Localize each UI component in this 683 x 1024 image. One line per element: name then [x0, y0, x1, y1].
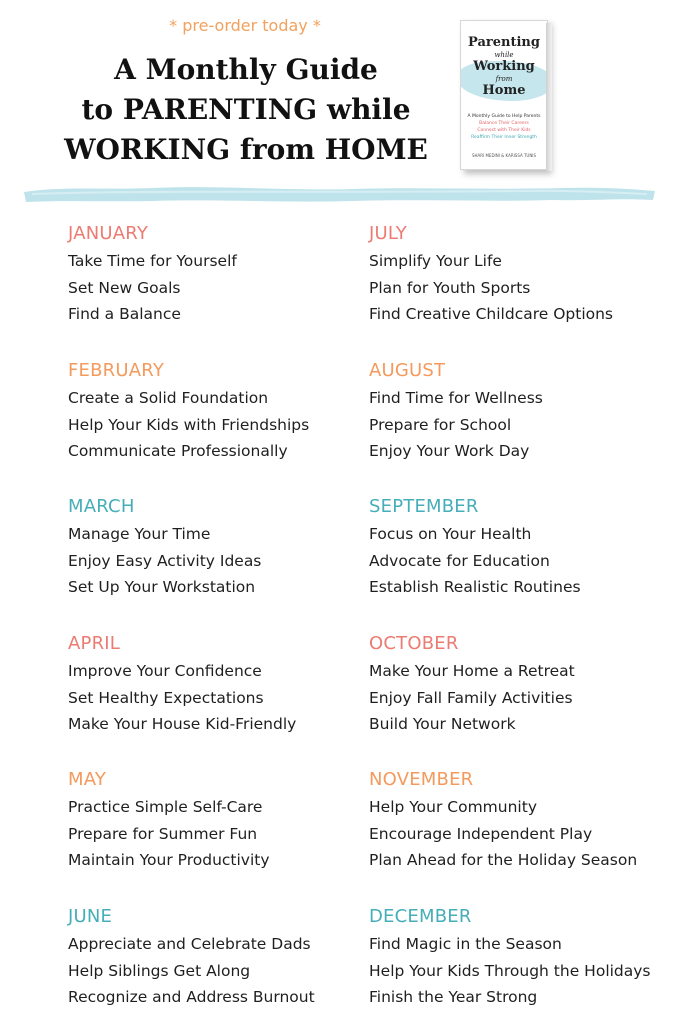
topic-item: Prepare for School [369, 415, 512, 434]
topic-item: Set Healthy Expectations [68, 688, 264, 707]
topic-item: Find Magic in the Season [369, 935, 562, 953]
topic-item: Focus on Your Health [369, 525, 532, 543]
topic-item: Set Up Your Workstation [68, 578, 256, 597]
month-section [369, 903, 669, 1011]
month-name: OCTOBER [369, 633, 459, 654]
title-line: WORKING from HOME [64, 133, 428, 166]
preorder-note[interactable]: * pre-order today * [169, 16, 321, 35]
topic-item: Take Time for Yourself [68, 252, 237, 270]
book-spine [546, 23, 552, 171]
month-name: JANUARY [68, 223, 149, 244]
month-section [369, 493, 669, 601]
topic-item: Make Your House Kid-Friendly [68, 715, 297, 734]
topic-item: Simplify Your Life [369, 252, 502, 270]
book-cover-image[interactable] [460, 20, 552, 172]
book-subtitle [465, 113, 543, 141]
month-name: JUNE [68, 906, 113, 927]
topic-item: Improve Your Confidence [68, 662, 262, 680]
book-title-word: Parenting [468, 35, 540, 50]
month-name: APRIL [68, 633, 121, 654]
topic-item: Maintain Your Productivity [68, 851, 270, 870]
topic-item: Set New Goals [68, 278, 181, 297]
book-subtitle-line: Connect with Their Kids [477, 128, 531, 133]
book-title-word: Home [482, 83, 526, 98]
title-line: to PARENTING while [81, 93, 411, 126]
brush-stroke-divider [22, 178, 657, 214]
topic-item: Enjoy Your Work Day [369, 442, 530, 461]
month-name: DECEMBER [369, 906, 472, 927]
topic-item: Help Your Kids Through the Holidays [369, 961, 651, 980]
book-subtitle-line: Reaffirm Their Inner Strength [471, 135, 537, 140]
topic-item: Finish the Year Strong [369, 988, 538, 1007]
book-title [461, 35, 547, 99]
book-subtitle-line: A Monthly Guide to Help Parents [467, 114, 541, 119]
page-title [60, 50, 432, 170]
month-section [68, 220, 358, 328]
book-front [460, 20, 548, 170]
topic-item: Find Creative Childcare Options [369, 305, 614, 324]
topic-item: Find a Balance [68, 305, 181, 324]
topic-item: Build Your Network [369, 715, 516, 734]
month-name: SEPTEMBER [369, 496, 479, 517]
month-name: NOVEMBER [369, 769, 474, 790]
topic-item: Plan Ahead for the Holiday Season [369, 851, 638, 870]
topic-item: Encourage Independent Play [369, 824, 593, 843]
title-line: A Monthly Guide [114, 53, 378, 86]
topic-item: Plan for Youth Sports [369, 278, 531, 297]
month-section [369, 630, 669, 738]
month-section [68, 630, 358, 738]
topic-item: Find Time for Wellness [369, 389, 543, 407]
book-title-word: Working [473, 59, 535, 74]
topic-item: Manage Your Time [68, 525, 211, 543]
topic-item: Enjoy Fall Family Activities [369, 688, 573, 707]
book-title-small: while [494, 51, 514, 59]
topic-item: Advocate for Education [369, 551, 550, 570]
topic-item: Help Siblings Get Along [68, 961, 251, 980]
month-section [68, 357, 358, 465]
topic-item: Appreciate and Celebrate Dads [68, 935, 311, 953]
brush-stroke [24, 187, 655, 202]
month-name: MARCH [68, 496, 135, 517]
month-section [68, 903, 358, 1011]
book-authors: SHARI MEDINI & KARISSA TUNIS [471, 153, 537, 158]
month-section [369, 766, 669, 874]
month-name: FEBRUARY [68, 360, 165, 381]
topic-item: Create a Solid Foundation [68, 389, 269, 407]
month-name: AUGUST [369, 360, 446, 381]
topic-item: Make Your Home a Retreat [369, 662, 575, 680]
month-name: MAY [68, 769, 107, 790]
topic-item: Establish Realistic Routines [369, 578, 581, 597]
topic-item: Help Your Kids with Friendships [68, 415, 310, 434]
month-section [68, 766, 358, 874]
book-title-small: from [495, 75, 513, 83]
topic-item: Help Your Community [369, 798, 537, 816]
topic-item: Practice Simple Self-Care [68, 798, 263, 816]
topic-item: Enjoy Easy Activity Ideas [68, 551, 262, 570]
month-section [68, 493, 358, 601]
topic-item: Recognize and Address Burnout [68, 988, 315, 1007]
topic-item: Communicate Professionally [68, 442, 288, 461]
topic-item: Prepare for Summer Fun [68, 824, 258, 843]
month-section [369, 357, 669, 465]
month-name: JULY [369, 223, 407, 244]
book-subtitle-line: Balance Their Careers [479, 121, 529, 126]
month-section [369, 220, 669, 328]
